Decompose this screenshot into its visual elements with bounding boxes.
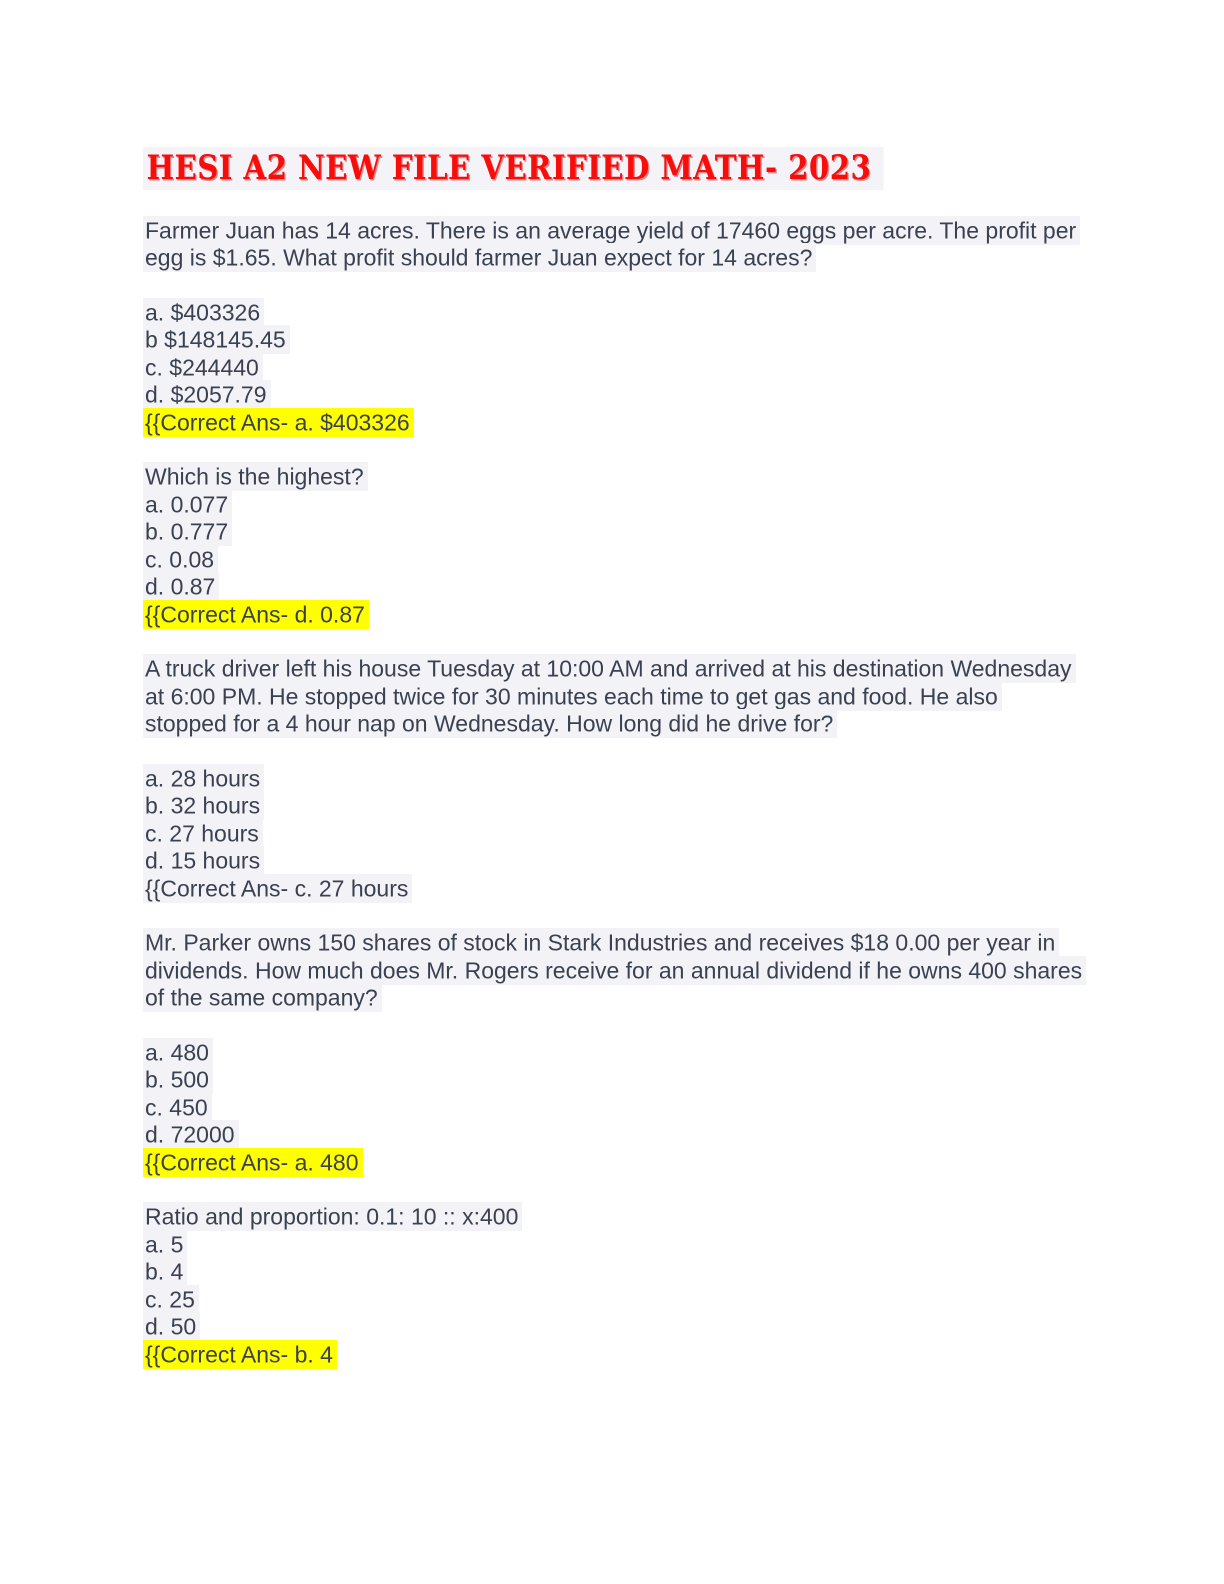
options-list [143, 765, 1084, 903]
option-line: a. 480 [143, 1039, 1084, 1067]
option-line: d. 0.87 [143, 574, 1084, 602]
question-block [143, 1204, 1084, 1369]
question-block [143, 930, 1084, 1177]
options-list [143, 491, 1084, 629]
options-list [143, 299, 1084, 437]
option-line: d. 72000 [143, 1122, 1084, 1150]
option-line: c. 0.08 [143, 546, 1084, 574]
option-line: a. 0.077 [143, 491, 1084, 519]
answer-line: {{Correct Ans- c. 27 hours [143, 875, 1084, 903]
option-line: b. 4 [143, 1259, 1084, 1287]
option-line: c. $244440 [143, 354, 1084, 382]
option-line: b $148145.45 [143, 327, 1084, 355]
option-line: c. 450 [143, 1094, 1084, 1122]
options-list [143, 1231, 1084, 1369]
options-list [143, 1039, 1084, 1177]
option-line: c. 25 [143, 1286, 1084, 1314]
question-block [143, 464, 1084, 629]
option-line: a. 28 hours [143, 765, 1084, 793]
answer-line: {{Correct Ans- a. 480 [143, 1149, 1084, 1177]
option-line: b. 0.777 [143, 519, 1084, 547]
option-line: b. 500 [143, 1067, 1084, 1095]
option-line: d. 15 hours [143, 848, 1084, 876]
question-prompt: Ratio and proportion: 0.1: 10 :: x:400 [143, 1204, 1084, 1232]
answer-line: {{Correct Ans- b. 4 [143, 1341, 1084, 1369]
question-prompt: Mr. Parker owns 150 shares of stock in Stark Industries and receives $18 0.00 per year in dividends. How much does Mr. Rogers receive for an annual dividend if he owns 400 shares of the same company? [143, 930, 1084, 1013]
question-prompt: Farmer Juan has 14 acres. There is an average yield of 17460 eggs per acre. The profit per egg is $1.65. What profit should farmer Juan expect for 14 acres? [143, 217, 1084, 272]
option-line: d. $2057.79 [143, 382, 1084, 410]
option-line: a. $403326 [143, 299, 1084, 327]
option-line: b. 32 hours [143, 793, 1084, 821]
document-title: HESI A2 NEW FILE VERIFIED MATH- 2023 [143, 147, 883, 190]
question-block [143, 656, 1084, 903]
option-line: a. 5 [143, 1231, 1084, 1259]
title-row [143, 147, 1084, 190]
document-body [143, 217, 1084, 1369]
question-prompt: A truck driver left his house Tuesday at 10:00 AM and arrived at his destination Wednesday at 6:00 PM. He stopped twice for 30 minutes each time to get gas and food. He also stopped for a 4 hour nap on Wednesday. How long did he drive for? [143, 656, 1084, 739]
option-line: d. 50 [143, 1314, 1084, 1342]
answer-line: {{Correct Ans- a. $403326 [143, 409, 1084, 437]
question-block [143, 217, 1084, 437]
option-line: c. 27 hours [143, 820, 1084, 848]
question-prompt: Which is the highest? [143, 464, 1084, 492]
answer-line: {{Correct Ans- d. 0.87 [143, 601, 1084, 629]
